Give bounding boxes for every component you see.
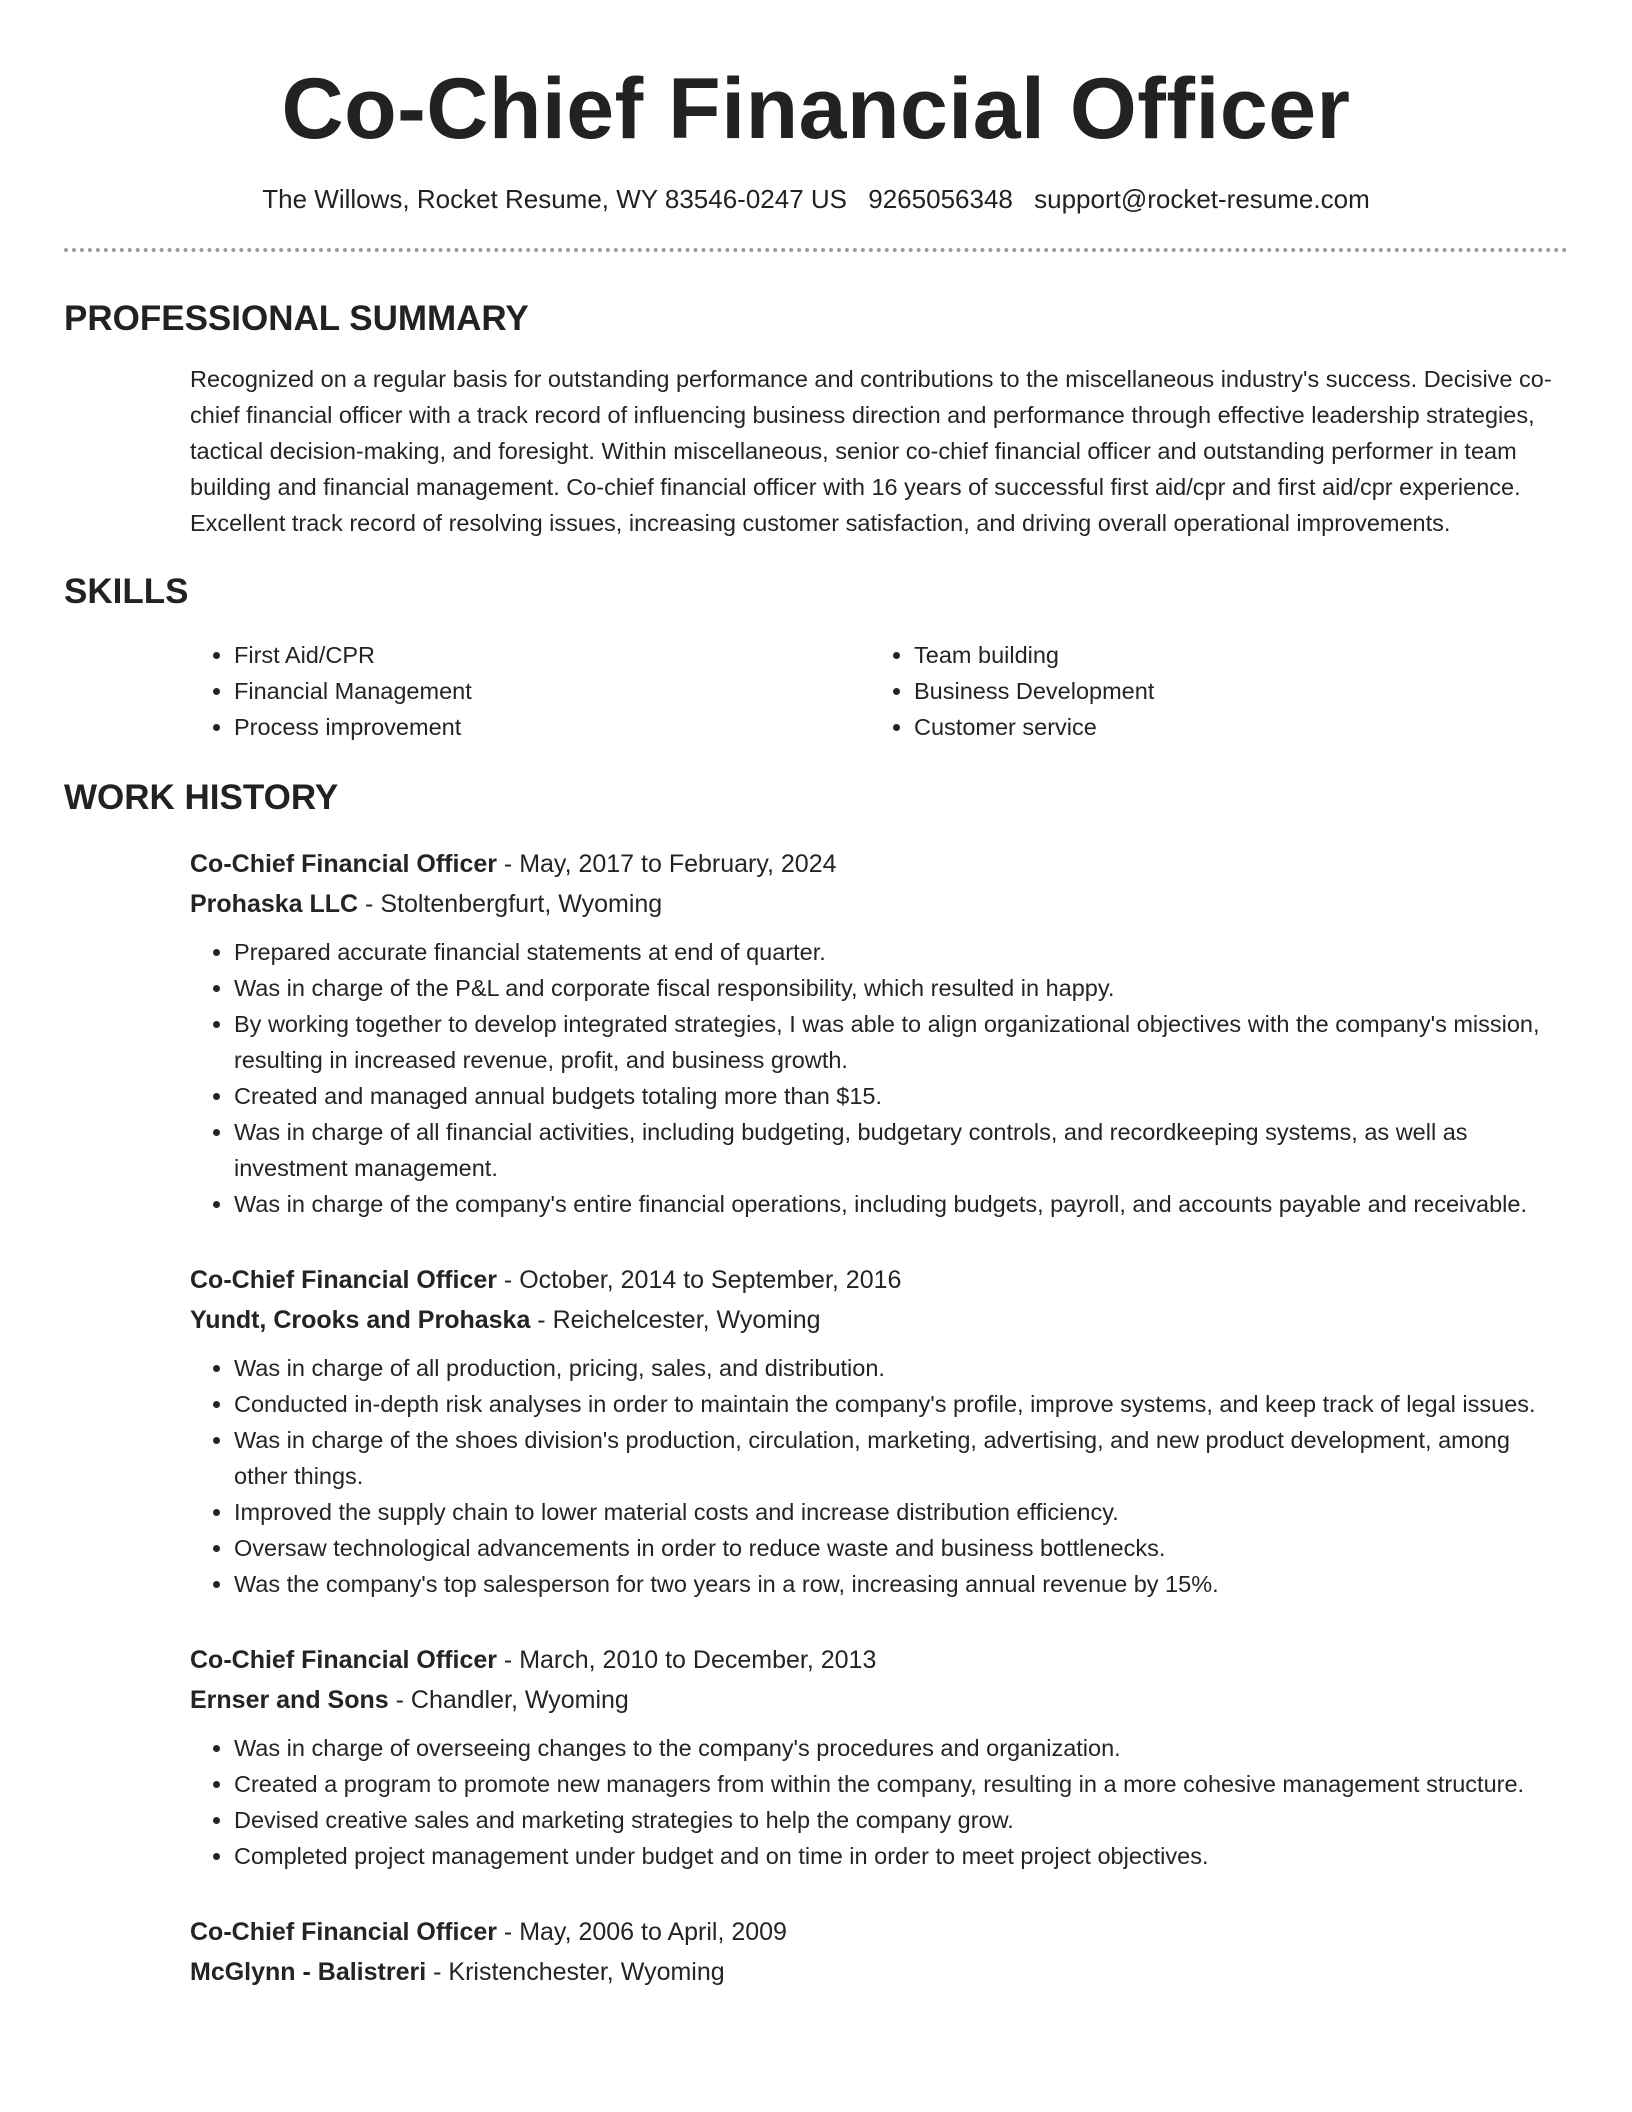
job-bullet: • Prepared accurate financial statements at end of quarter. [234,934,1568,970]
job-role: Co-Chief Financial Officer [190,1646,497,1675]
job-dates: March, 2010 to December, 2013 [519,1646,877,1675]
job-bullet: • Completed project management under budget and on time in order to meet project objectives. [234,1838,1568,1874]
job-title-line: Co-Chief Financial Officer - May, 2017 to February, 2024 [190,850,837,879]
job-company-line: Ernser and Sons - Chandler, Wyoming [190,1686,629,1715]
job-company: Prohaska LLC [190,890,359,919]
contact-address: The Willows, Rocket Resume, WY 83546-0247 US [262,184,848,215]
contact-line [64,181,1568,217]
job-location: Kristenchester, Wyoming [448,1958,725,1987]
job-bullet: • Was in charge of all production, pricing, sales, and distribution. [234,1350,1568,1386]
skill-item: • Process improvement [234,709,870,745]
job-location: Chandler, Wyoming [410,1686,629,1715]
job-location: Stoltenbergfurt, Wyoming [380,890,663,919]
job-role: Co-Chief Financial Officer [190,1266,497,1295]
job-entry [190,844,1568,1222]
summary-heading: PROFESSIONAL SUMMARY [64,298,529,338]
job-bullet: • Improved the supply chain to lower material costs and increase distribution efficiency. [234,1494,1568,1530]
job-entry [190,1912,1568,1992]
job-bullet: • Was in charge of the P&L and corporate fiscal responsibility, which resulted in happy. [234,970,1568,1006]
job-company: McGlynn - Balistreri [190,1958,427,1987]
job-role: Co-Chief Financial Officer [190,1918,497,1947]
summary-text: Recognized on a regular basis for outstanding performance and contributions to the miscellaneous industry's success. Decisive co-chief financial officer with a track record of influencing business direction and performance through effective leadership strategies, tactical decision-making, and foresight. Within miscellaneous, senior co-chief financial officer and outstanding performer in team building and financial management. Co-chief financial officer with 16 years of successful first aid/cpr and first aid/cpr experience. Excellent track record of resolving issues, increasing customer satisfaction, and driving overall operational improvements. [190,366,1552,537]
contact-phone: 9265056348 [868,184,1013,215]
job-bullets [190,934,1568,1222]
header-divider [64,248,1568,252]
skill-item: • Business Development [914,673,1550,709]
work-history-heading: WORK HISTORY [64,777,339,817]
skills-column-left [190,637,870,745]
job-company: Ernser and Sons [190,1686,389,1715]
skill-item: • First Aid/CPR [234,637,870,673]
job-bullet: • Created a program to promote new managers from within the company, resulting in a more cohesive management structure. [234,1766,1568,1802]
skill-item: • Financial Management [234,673,870,709]
job-bullet: • By working together to develop integrated strategies, I was able to align organizational objectives with the company's mission, resulting in increased revenue, profit, and business growth. [234,1006,1568,1078]
job-title-line: Co-Chief Financial Officer - March, 2010 to December, 2013 [190,1646,877,1675]
skills-column-right [870,637,1550,745]
job-entry [190,1260,1568,1602]
job-location: Reichelcester, Wyoming [552,1306,821,1335]
job-title-line: Co-Chief Financial Officer - May, 2006 to April, 2009 [190,1918,787,1947]
resume-name: Co-Chief Financial Officer [281,61,1351,157]
job-company-line: Prohaska LLC - Stoltenbergfurt, Wyoming [190,890,663,919]
job-bullet: • Was the company's top salesperson for two years in a row, increasing annual revenue by 15%. [234,1566,1568,1602]
job-entry [190,1640,1568,1874]
skills-grid [190,637,1568,745]
job-title-line: Co-Chief Financial Officer - October, 2014 to September, 2016 [190,1266,902,1295]
job-bullet: • Was in charge of all financial activities, including budgeting, budgetary controls, and recordkeeping systems, as well as investment management. [234,1114,1568,1186]
job-bullet: • Was in charge of overseeing changes to the company's procedures and organization. [234,1730,1568,1766]
job-bullet: • Was in charge of the shoes division's production, circulation, marketing, advertising, and new product development, among other things. [234,1422,1568,1494]
job-dates: October, 2014 to September, 2016 [519,1266,902,1295]
job-bullets [190,1730,1568,1874]
job-company-line: McGlynn - Balistreri - Kristenchester, Wyoming [190,1958,725,1987]
skills-heading: SKILLS [64,572,189,612]
job-dates: May, 2017 to February, 2024 [519,850,837,879]
resume-page [64,0,1568,1992]
job-company-line: Yundt, Crooks and Prohaska - Reichelcester, Wyoming [190,1306,821,1335]
contact-email: support@rocket-resume.com [1034,184,1370,215]
skill-item: • Customer service [914,709,1550,745]
job-bullet: • Was in charge of the company's entire financial operations, including budgets, payroll, and accounts payable and receivable. [234,1186,1568,1222]
job-bullet: • Oversaw technological advancements in order to reduce waste and business bottlenecks. [234,1530,1568,1566]
job-bullet: • Conducted in-depth risk analyses in order to maintain the company's profile, improve systems, and keep track of legal issues. [234,1386,1568,1422]
job-company: Yundt, Crooks and Prohaska [190,1306,531,1335]
skill-item: • Team building [914,637,1550,673]
job-bullet: • Created and managed annual budgets totaling more than $15. [234,1078,1568,1114]
job-role: Co-Chief Financial Officer [190,850,497,879]
job-bullet: • Devised creative sales and marketing strategies to help the company grow. [234,1802,1568,1838]
job-bullets [190,1350,1568,1602]
job-dates: May, 2006 to April, 2009 [519,1918,787,1947]
